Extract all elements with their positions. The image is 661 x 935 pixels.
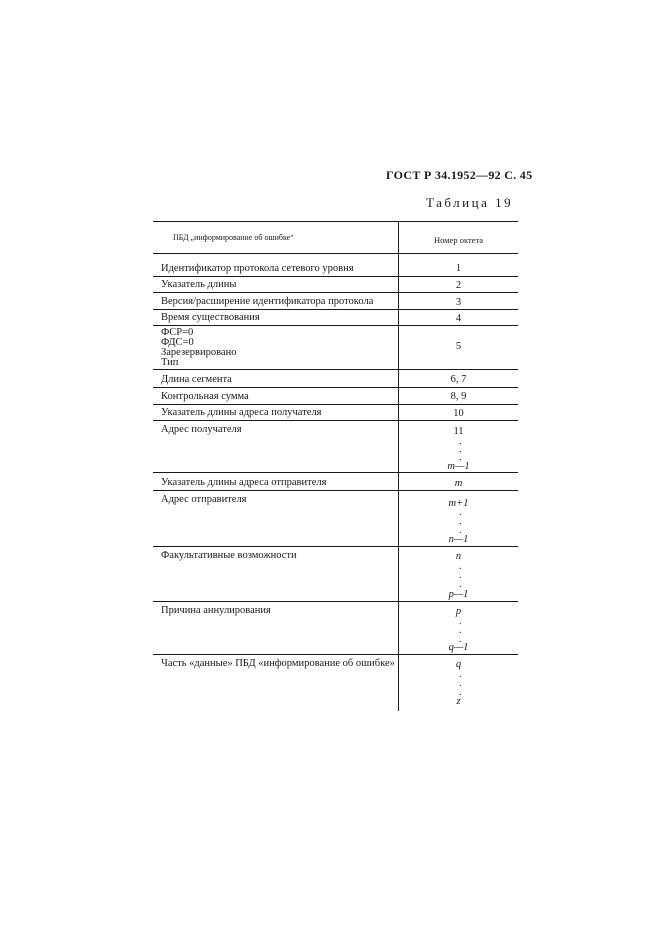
- continuation-dot: .: [459, 516, 462, 527]
- row-value-start: m+1: [448, 498, 469, 509]
- continuation-dot: .: [459, 669, 462, 680]
- row-value-start: 11: [453, 426, 464, 437]
- row-value: 5: [455, 341, 462, 352]
- row-label: Контрольная сумма: [161, 391, 249, 402]
- continuation-dot: .: [459, 444, 462, 455]
- row-value-end: z: [456, 696, 461, 707]
- continuation-dot: .: [459, 634, 462, 645]
- row-value: 1: [455, 263, 462, 274]
- row-value-end: n—1: [448, 534, 469, 545]
- row-value: 2: [455, 280, 462, 291]
- continuation-dot: .: [459, 625, 462, 636]
- continuation-dot: .: [459, 436, 462, 447]
- continuation-dot: .: [459, 561, 462, 572]
- row-value-end: q—1: [448, 642, 469, 653]
- row-label: Причина аннулирования: [161, 605, 271, 616]
- row-label-type: Тип: [161, 357, 179, 368]
- table-caption: Таблица 19: [426, 195, 514, 210]
- row-label: Версия/расширение идентификатора протокола: [161, 296, 374, 307]
- continuation-dot: .: [459, 507, 462, 518]
- row-value: m: [454, 478, 463, 489]
- continuation-dot: .: [459, 687, 462, 698]
- row-rule: [153, 601, 518, 602]
- continuation-dot: .: [459, 616, 462, 627]
- row-label: Время существования: [161, 312, 260, 323]
- row-label: Указатель длины адреса отправителя: [161, 477, 327, 488]
- row-value: 8, 9: [450, 391, 467, 402]
- row-rule: [153, 369, 518, 370]
- row-rule: [153, 276, 518, 277]
- row-label-fsr: ФСР=0: [161, 327, 194, 338]
- header-bottom-rule: [153, 253, 518, 254]
- continuation-dot: .: [459, 678, 462, 689]
- row-label: Адрес получателя: [161, 424, 242, 435]
- row-value: 10: [453, 408, 464, 419]
- row-rule: [153, 309, 518, 310]
- row-label: Факультативные возможности: [161, 550, 297, 561]
- continuation-dot: .: [459, 570, 462, 581]
- row-value-start: n: [455, 551, 462, 562]
- table-top-rule: [153, 221, 518, 222]
- row-label-reserved: Зарезервировано: [161, 347, 237, 358]
- row-rule: [153, 387, 518, 388]
- row-value-start: q: [455, 659, 462, 670]
- continuation-dot: .: [459, 452, 462, 463]
- row-value-start: p: [455, 606, 462, 617]
- row-rule: [153, 325, 518, 326]
- row-value: 3: [455, 297, 462, 308]
- row-label: Длина сегмента: [161, 374, 232, 385]
- row-label: Указатель длины адреса получателя: [161, 407, 322, 418]
- continuation-dot: .: [459, 579, 462, 590]
- row-rule: [153, 404, 518, 405]
- data-table: [153, 221, 518, 711]
- row-value-end: m—1: [447, 461, 470, 472]
- row-label-fds: ФДС=0: [161, 337, 194, 348]
- row-label: Указатель длины: [161, 279, 237, 290]
- row-label: Идентификатор протокола сетевого уровня: [161, 263, 354, 274]
- row-rule: [153, 654, 518, 655]
- page-header: ГОСТ Р 34.1952—92 С. 45: [386, 168, 533, 182]
- column-header-octet: Номер октета: [433, 235, 484, 245]
- row-rule: [153, 490, 518, 491]
- row-value: 6, 7: [450, 374, 467, 385]
- column-header-pdu: ПБД „информирование об ошибке“: [173, 233, 294, 242]
- row-rule: [153, 292, 518, 293]
- row-rule: [153, 420, 518, 421]
- row-rule: [153, 546, 518, 547]
- continuation-dot: .: [459, 525, 462, 536]
- row-label: Часть «данные» ПБД «информирование об ошибке»: [161, 658, 395, 669]
- row-value: 4: [455, 313, 462, 324]
- row-value-end: p—1: [448, 589, 469, 600]
- row-label: Адрес отправителя: [161, 494, 247, 505]
